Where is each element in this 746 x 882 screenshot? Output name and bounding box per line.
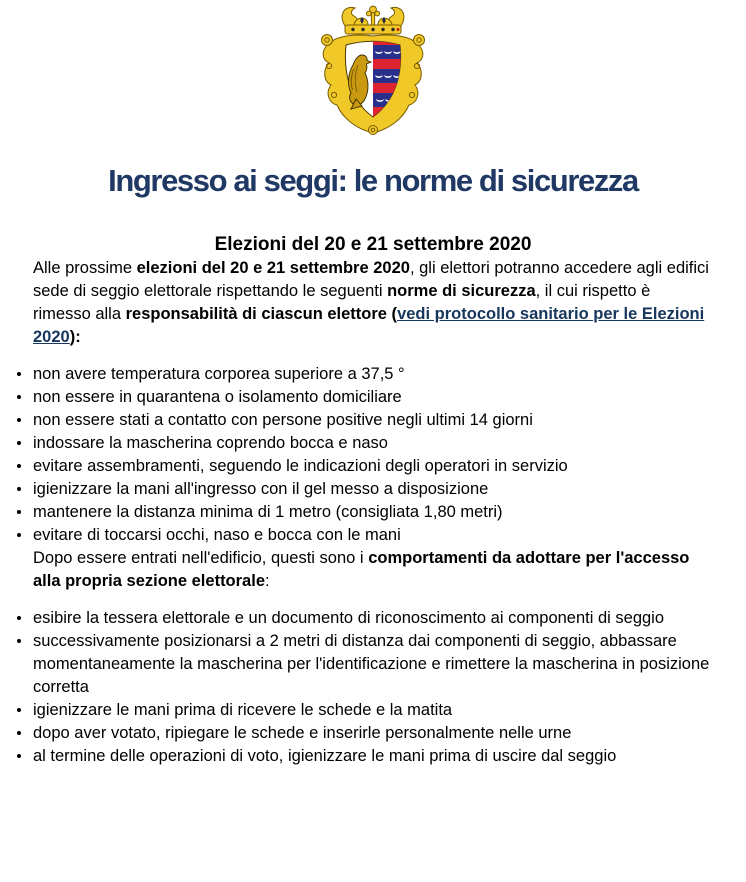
rule-item [33, 699, 710, 722]
rule-text: dopo aver votato, ripiegare le schede e inserirle personalmente nelle urne [33, 724, 572, 742]
intro-bold-norme: norme di sicurezza [387, 282, 536, 300]
bullet-icon [17, 395, 21, 399]
rule-item [33, 386, 710, 409]
bullet-icon [17, 708, 21, 712]
rule-item [33, 409, 710, 432]
bullet-icon [17, 731, 21, 735]
rule-text: successivamente posizionarsi a 2 metri di distanza dai componenti di seggio, abbassare momentaneamente la mascherina per l'identificazione e rimettere la mascherina in posizione corretta [33, 632, 710, 696]
rule-text: al termine delle operazioni di voto, igienizzare le mani prima di uscire dal seggio [33, 747, 617, 765]
bullet-icon [17, 616, 21, 620]
coat-of-arms-icon [312, 3, 434, 137]
protocol-link[interactable]: vedi protocollo sanitario per le Elezioni 2020 [33, 305, 705, 346]
bullet-icon [17, 510, 21, 514]
rule-item [33, 478, 710, 501]
rule-text: igienizzare la mani all'ingresso con il gel messo a disposizione [33, 480, 489, 498]
bullet-icon [17, 639, 21, 643]
page-subtitle: Elezioni del 20 e 21 settembre 2020 [214, 234, 532, 255]
bullet-icon [17, 464, 21, 468]
rule-text: indossare la mascherina coprendo bocca e naso [33, 434, 388, 452]
bullet-icon [17, 372, 21, 376]
rule-text: evitare assembramenti, seguendo le indicazioni degli operatori in servizio [33, 457, 568, 475]
intro-paragraph: Alle prossime elezioni del 20 e 21 settembre 2020, gli elettori potranno accedere agli edifici sede di seggio elettorale rispettando le seguenti norme di sicurezza, il cui rispetto è rimesso alla responsabilità di ciascun elettore (vedi protocollo sanitario per le Elezioni 2020): [33, 259, 709, 346]
rule-item [33, 432, 710, 455]
intro-bold-responsabilita: responsabilità di ciascun elettore [125, 305, 387, 323]
bullet-icon [17, 487, 21, 491]
rule-item [33, 722, 710, 745]
bullet-icon [17, 418, 21, 422]
rule-item [33, 524, 710, 547]
section-paragraph: Dopo essere entrati nell'edificio, questi sono i comportamenti da adottare per l'accesso alla propria sezione elettorale: [33, 549, 690, 590]
rule-item [33, 455, 710, 478]
rule-item [33, 607, 710, 630]
rule-text: igienizzare le mani prima di ricevere le schede e la matita [33, 701, 453, 719]
section-bold: comportamenti da adottare per l'accesso alla propria sezione elettorale [33, 549, 690, 590]
rule-text: mantenere la distanza minima di 1 metro (consigliata 1,80 metri) [33, 503, 503, 521]
bullet-icon [17, 754, 21, 758]
bullet-icon [17, 533, 21, 537]
rule-text: evitare di toccarsi occhi, naso e bocca con le mani [33, 526, 401, 544]
rule-item [33, 363, 710, 386]
rule-item [33, 501, 710, 524]
rule-item [33, 630, 710, 699]
rule-text: non essere in quarantena o isolamento domiciliare [33, 388, 402, 406]
intro-text: Alle prossime [33, 259, 137, 277]
rule-text: non avere temperatura corporea superiore a 37,5 ° [33, 365, 405, 383]
bullet-icon [17, 441, 21, 445]
rule-text: non essere stati a contatto con persone positive negli ultimi 14 giorni [33, 411, 533, 429]
intro-bold-dates: elezioni del 20 e 21 settembre 2020 [136, 259, 410, 277]
section-rules-list [33, 607, 710, 768]
rule-text: esibire la tessera elettorale e un documento di riconoscimento ai componenti di seggio [33, 609, 665, 627]
coat-of-arms [0, 0, 746, 137]
rule-item [33, 745, 710, 768]
document-body [0, 257, 746, 768]
entry-rules-list [33, 363, 710, 547]
crown-icon [342, 6, 404, 34]
page-title: Ingresso ai seggi: le norme di sicurezza [108, 163, 638, 198]
